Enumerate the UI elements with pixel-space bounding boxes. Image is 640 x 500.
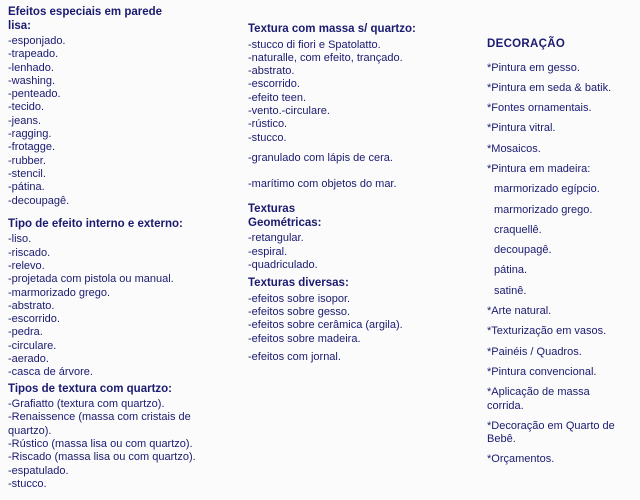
list-item: -abstrato.	[248, 65, 295, 78]
list-item: -efeitos sobre isopor.	[248, 292, 351, 305]
list-item: -decoupagê.	[8, 194, 70, 207]
list-item: -stucco.	[248, 131, 287, 144]
list-item: -jeans.	[8, 114, 42, 127]
item-list-efeito-interno-externo	[8, 233, 220, 379]
item-list-textura-com-quartzo	[8, 398, 220, 491]
list-item: -penteado.	[8, 88, 61, 101]
list-item: *Pintura em madeira:	[487, 162, 591, 175]
list-item: *Pintura em gesso.	[487, 61, 580, 74]
section-heading-textura-massa: Textura com massa s/ quartzo:	[248, 23, 416, 35]
section-heading-textura-com-quartzo: Tipos de textura com quartzo:	[8, 382, 173, 395]
list-item: *Orçamentos.	[487, 453, 555, 466]
list-item: *Mosaicos.	[487, 142, 541, 155]
list-item: *Pintura vitral.	[487, 122, 556, 135]
list-item: -efeitos com jornal.	[248, 351, 341, 364]
section-efeitos-especiais	[8, 6, 220, 208]
list-item: -liso.	[8, 233, 32, 246]
list-item: decoupagê.	[494, 244, 552, 257]
section-textura-massa-sem-quartzo	[248, 23, 478, 191]
list-item: -trapeado.	[8, 48, 59, 61]
item-list-texturas-geometricas	[248, 232, 478, 272]
list-item: -riscado.	[8, 246, 51, 259]
list-item: -rubber.	[8, 154, 46, 167]
list-item: -Grafiatto (textura com quartzo).	[8, 398, 165, 411]
list-item: -marmorizado grego.	[8, 286, 111, 299]
list-item: -efeitos sobre gesso.	[248, 306, 351, 319]
list-item: marmorizado grego.	[494, 203, 593, 216]
item-list-efeitos-especiais	[8, 35, 220, 208]
list-item: -Rústico (massa lisa ou com quartzo).	[8, 438, 193, 451]
list-item: -escorrido.	[248, 78, 300, 91]
list-item: -rústico.	[248, 118, 288, 131]
list-item: satinê.	[494, 284, 527, 297]
list-item: -casca de árvore.	[8, 366, 93, 379]
list-item: -escorrido.	[8, 313, 60, 326]
list-item: -pedra.	[8, 326, 43, 339]
heading-line-2: lisa:	[8, 19, 32, 32]
list-item: *Pintura em seda & batik.	[487, 81, 612, 94]
section-heading-texturas-diversas: Texturas diversas:	[248, 277, 349, 290]
heading-line-1: Efeitos especiais em parede	[8, 6, 163, 18]
list-item: -efeitos sobre cerâmica (argila).	[248, 319, 403, 332]
section-heading-texturas-geometricas	[248, 203, 478, 230]
list-item: craquellê.	[494, 223, 542, 236]
column-left	[8, 6, 220, 491]
list-item: -Riscado (massa lisa ou com quartzo).	[8, 451, 196, 464]
list-item: *Pintura convencional.	[487, 365, 597, 378]
list-item: -marítimo com objetos do mar.	[248, 178, 397, 191]
list-item: -efeito teen.	[248, 91, 307, 104]
list-item: -efeitos sobre madeira.	[248, 332, 361, 345]
list-item: -stucco.	[8, 477, 47, 490]
heading-line-2: Geométricas:	[248, 216, 322, 229]
item-list-textura-massa	[248, 39, 478, 145]
list-item: *Fontes ornamentais.	[487, 102, 592, 115]
section-heading-efeito-interno-externo: Tipo de efeito interno e externo:	[8, 217, 183, 230]
section-textura-com-quartzo	[8, 383, 220, 492]
list-item: -relevo.	[8, 259, 45, 272]
list-item: -vento.-circulare.	[248, 104, 330, 117]
item-list-decoracao	[487, 62, 625, 467]
list-item: marmorizado egípcio.	[494, 183, 600, 196]
list-item: -Renaissence (massa com cristais de quartzo).	[8, 411, 191, 437]
list-item: *Texturização em vasos.	[487, 325, 607, 338]
section-heading-efeitos-especiais	[8, 6, 220, 33]
column-decoracao	[487, 38, 625, 474]
list-item: -naturalle, com efeito, trançado.	[248, 51, 403, 64]
list-item: -esponjado.	[8, 35, 66, 47]
list-item: -circulare.	[8, 339, 57, 352]
list-item: -espatulado.	[8, 464, 69, 477]
list-item: -stucco di fiori e Spatolatto.	[248, 38, 381, 51]
list-item: *Painéis / Quadros.	[487, 345, 582, 358]
list-item: *Decoração em Quarto de Bebê.	[487, 419, 615, 446]
list-item: -tecido.	[8, 101, 45, 114]
list-item: -projetada com pistola ou manual.	[8, 273, 174, 286]
section-texturas-diversas	[248, 277, 478, 364]
list-item: -pátina.	[8, 181, 45, 194]
section-heading-decoracao: DECORAÇÃO	[487, 38, 566, 50]
list-item: -abstrato.	[8, 299, 55, 312]
list-item: -granulado com lápis de cera.	[248, 151, 393, 164]
list-item: -retangular.	[248, 232, 304, 245]
item-list-texturas-diversas	[248, 293, 478, 346]
list-item: -washing.	[8, 74, 56, 87]
column-middle	[248, 23, 478, 364]
list-item: pátina.	[494, 264, 528, 277]
list-item: -stencil.	[8, 167, 46, 180]
list-item: -ragging.	[8, 128, 52, 141]
list-item: -espiral.	[248, 245, 288, 258]
section-efeito-interno-externo	[8, 218, 220, 380]
list-item: -aerado.	[8, 353, 49, 366]
list-item: -frotagge.	[8, 141, 56, 154]
list-item: *Arte natural.	[487, 305, 552, 318]
list-item: *Aplicação de massa corrida.	[487, 386, 590, 412]
heading-line-1: Texturas	[248, 203, 296, 216]
list-item: -quadriculado.	[248, 259, 318, 272]
section-texturas-geometricas	[248, 203, 478, 272]
list-item: -lenhado.	[8, 61, 54, 74]
